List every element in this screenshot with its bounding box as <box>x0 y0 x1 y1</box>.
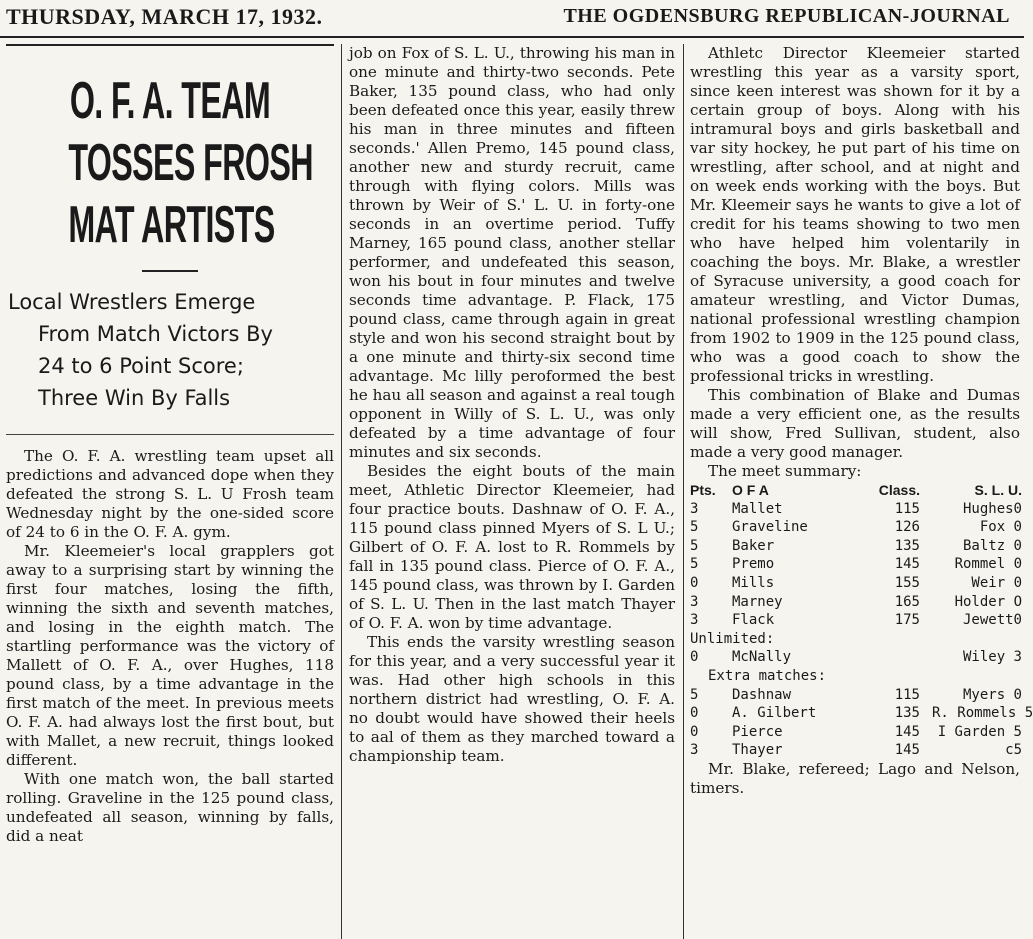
summary-row <box>690 704 1033 723</box>
summary-cell: 5 <box>690 686 699 703</box>
meet-summary-table <box>690 481 1033 760</box>
summary-cell: 3 <box>690 742 699 759</box>
summary-header-row <box>690 481 1020 500</box>
article-paragraph: job on Fox of S. L. U., throwing his man in one minute and thirty-two seconds. Pete Baker, 135 pound class, who had only been defeated once this year, easily threw his man in three minutes and fifteen seconds.' Allen Premo, 145 pound class, another new and sturdy recruit, came through with flying colors. Mills was thrown by Weir of S.' L. U. in forty-one seconds in an overtime period. Tuffy Marney, 165 pound class, another stellar performer, and undefeated this season, won his bout in four minutes and twelve seconds time advantage. P. Flack, 175 pound class, came through again in great style and won his second straight bout by a one minute and thirty-six second time advantage. Mc lilly peroformed the best he hau all season and against a real tough opponent in Willy of S. L. U., was only defeated by a time advantage of four minutes and six seconds. <box>349 44 676 461</box>
summary-row <box>690 518 1020 537</box>
summary-cell: R. Rommels 5 <box>932 705 1033 722</box>
summary-cell: 115 <box>894 500 920 517</box>
article-paragraph: Besides the eight bouts of the main meet, Athletic Director Kleemeier, had four practice bouts. Dashnaw of O. F. A., 115 pound class pinned Myers of S. L U.; Gilbert of O. F. A. lost to R. Rommels by fall in 135 pound class. Pierce of O. F. A., 145 pound class, was thrown by I. Garden of S. L. U. Then in the last match Thayer of O. F. A. won by time advantage. <box>349 462 675 632</box>
masthead <box>0 0 1024 38</box>
subhead-line: 24 to 6 Point Score; <box>38 354 244 378</box>
summary-row <box>690 537 1020 556</box>
summary-row <box>690 611 1020 630</box>
summary-cell: c5 <box>1005 742 1022 759</box>
headline-line: O. F. A. TEAM <box>69 72 271 130</box>
summary-cell: McNally <box>732 649 792 666</box>
summary-cell <box>852 648 932 667</box>
article-column-3 <box>690 44 1033 939</box>
summary-cell: Hughes0 <box>962 500 1022 517</box>
summary-cell: 3 <box>690 612 699 629</box>
summary-section-label: Unlimited: <box>690 630 775 647</box>
article-paragraph: Mr. Kleemeier's local grapplers got away to a surprising start by winning the first four matches, losing the fifth, winning the sixth and seventh matches, and losing in the eighth match. The startling performance was the victory of Mallett of O. F. A., over Hughes, 118 pound class, by a time advantage in the first match of the meet. In previous meets O. F. A. had always lost the first bout, but with Mallet, a new recruit, things looked different. <box>6 542 334 769</box>
summary-cell: Marney <box>732 593 783 610</box>
summary-cell: Myers 0 <box>962 686 1022 703</box>
summary-cell: 0 <box>690 705 699 722</box>
summary-cell: I Garden 5 <box>937 723 1022 740</box>
summary-cell: Mallet <box>732 500 783 517</box>
summary-row <box>690 593 1020 612</box>
summary-cell: Jewett0 <box>962 612 1022 629</box>
summary-cell: Rommel 0 <box>954 556 1022 573</box>
summary-cell: 5 <box>690 537 699 554</box>
summary-cell: Wiley 3 <box>962 649 1022 666</box>
summary-cell: 175 <box>894 612 920 629</box>
summary-cell: Pierce <box>732 723 783 740</box>
subhead-line: From Match Victors By <box>38 322 273 346</box>
summary-header-cell: O F A <box>732 482 769 498</box>
article-column-2 <box>349 44 675 939</box>
article-paragraph: Mr. Blake, refereed; Lago and Nelson, timers. <box>690 759 1020 797</box>
summary-cell: A. Gilbert <box>732 705 817 722</box>
summary-header-cell: Class. <box>878 482 920 498</box>
summary-row <box>690 723 1020 742</box>
summary-cell: Graveline <box>732 519 808 536</box>
summary-cell: 165 <box>894 593 920 610</box>
summary-cell: Baker <box>732 537 775 554</box>
summary-cell: Holder O <box>954 593 1022 610</box>
summary-cell: 0 <box>690 723 699 740</box>
summary-cell: 155 <box>894 574 920 591</box>
headline-line: MAT ARTISTS <box>68 196 275 254</box>
summary-row <box>690 500 1020 519</box>
summary-header-cell: S. L. U. <box>974 482 1022 498</box>
subheadline <box>6 286 334 414</box>
summary-cell: 145 <box>894 742 920 759</box>
summary-cell: Mills <box>732 574 775 591</box>
summary-cell: 0 <box>690 649 699 666</box>
summary-cell: Thayer <box>732 742 783 759</box>
summary-row <box>690 741 1020 760</box>
subhead-line: Three Win By Falls <box>38 386 231 410</box>
summary-cell: Flack <box>732 612 775 629</box>
newspaper-title: THE OGDENSBURG REPUBLICAN-JOURNAL <box>563 5 1010 27</box>
summary-cell: Premo <box>732 556 775 573</box>
summary-cell: 115 <box>894 686 920 703</box>
summary-cell: Fox 0 <box>979 519 1022 536</box>
article-paragraph: Athletc Director Kleemeier started wrestling this year as a varsity sport, since keen interest was shown for it by a certain group of boys. Along with his intramural boys and girls basketball and var sity hockey, he put part of his time on wrestling, after school, and at night and on week ends working with the boys. But Mr. Kleemeir says he wants to give a lot of credit for his teams showing to two men who have helped him volentarily in coaching the boys. Mr. Blake, a wrestler of Syracuse university, a good coach for amateur wrestling, and Victor Dumas, national professional wrestling champion from 1902 to 1909 in the 125 pound class, who was a good coach to show the professional tricks in wrestling. <box>690 44 1020 385</box>
summary-cell: 5 <box>690 556 699 573</box>
summary-cell: Baltz 0 <box>962 537 1022 554</box>
summary-row <box>690 574 1020 593</box>
summary-row <box>690 555 1020 574</box>
summary-cell: 135 <box>894 537 920 554</box>
article-paragraph: The meet summary: <box>708 462 862 480</box>
headline-bottom-rule <box>6 424 334 435</box>
summary-cell: 0 <box>690 574 699 591</box>
summary-cell: Dashnaw <box>732 686 792 703</box>
summary-section-label: Extra matches: <box>708 667 827 684</box>
summary-cell: 5 <box>690 519 699 536</box>
issue-date: THURSDAY, MARCH 17, 1932. <box>6 4 323 29</box>
headline-line: TOSSES FROSH <box>68 134 313 192</box>
headline-divider <box>142 270 198 272</box>
summary-row <box>690 686 1020 705</box>
article-paragraph: This ends the varsity wrestling season for this year, and a very successful year it was. Had other high schools in this northern district had wrestling, O. F. A. no doubt would have showed their heels to aal of them as they marched toward a championship team. <box>349 633 675 765</box>
article-paragraph: With one match won, the ball started rolling. Graveline in the 125 pound class, undefeated all season, winning by falls, did a neat <box>6 770 334 845</box>
headline-block <box>6 44 334 435</box>
summary-cell: 126 <box>894 519 920 536</box>
summary-cell: 135 <box>894 705 920 722</box>
summary-cell: Weir 0 <box>971 574 1022 591</box>
summary-header-cell: Pts. <box>690 482 716 498</box>
summary-cell: 145 <box>894 723 920 740</box>
subhead-line: Local Wrestlers Emerge <box>8 290 256 314</box>
summary-cell: 3 <box>690 500 699 517</box>
article-paragraph: The O. F. A. wrestling team upset all predictions and advanced dope when they defeated the strong S. L. U Frosh team Wednesday night by the one-sided score of 24 to 6 in the O. F. A. gym. <box>6 447 334 541</box>
summary-row <box>690 648 1020 667</box>
summary-cell: 3 <box>690 593 699 610</box>
column-rule <box>341 44 342 939</box>
article-paragraph: This combination of Blake and Dumas made a very efficient one, as the results will show, Fred Sullivan, student, also made a very good manager. <box>690 386 1020 461</box>
article-column-1 <box>6 44 334 939</box>
summary-cell: 145 <box>894 556 920 573</box>
column-rule <box>683 44 684 939</box>
